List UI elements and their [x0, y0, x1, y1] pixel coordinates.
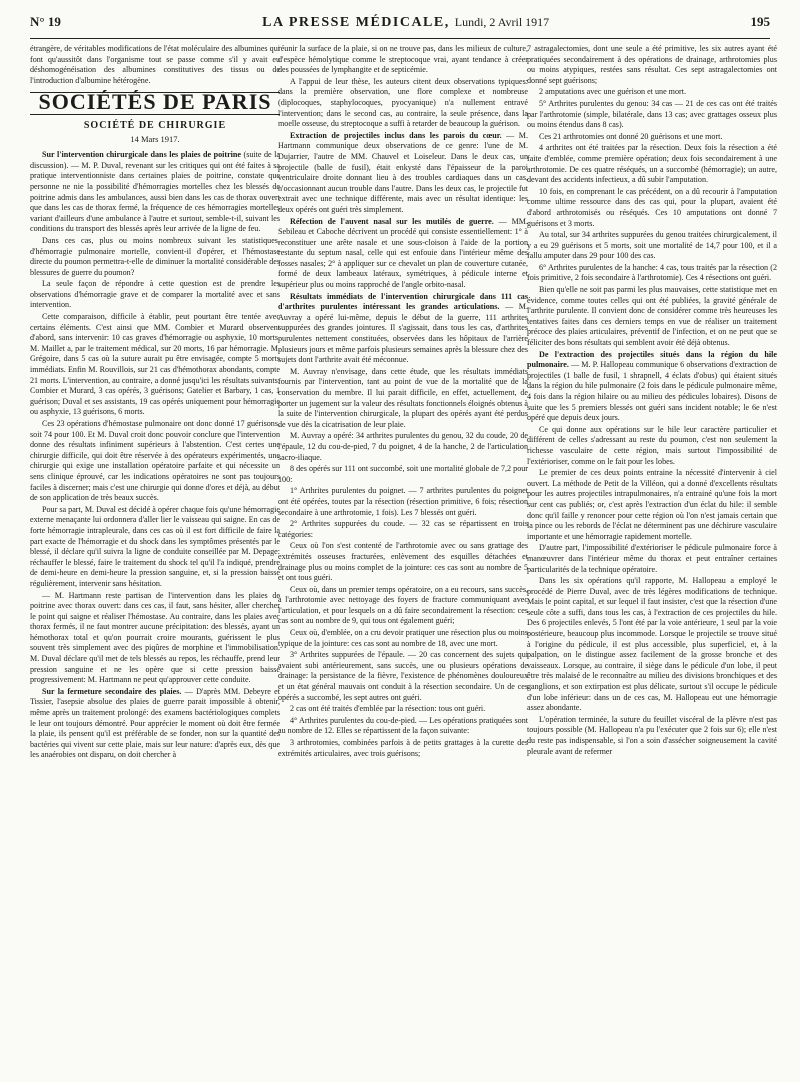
- paragraph: Au total, sur 34 arthrites suppurées du genou traitées chirurgicalement, il y a eu 29 guérisons et 5 morts, soit une mortalité de 14,7 pour 100, et il a fallu amputer dans 29 pour 100 des cas.: [527, 230, 777, 261]
- paragraph: D'autre part, l'impossibilité d'extérioriser le pédicule pulmonaire force à manœuvrer dans l'intérieur même du thorax et peut entraîner certaines particularités de la technique opératoire.: [527, 543, 777, 574]
- paragraph: — M. Hartmann reste partisan de l'intervention dans les plaies de poitrine avec thorax ouvert: dans ces cas, il faut, sans hésiter, aller chercher le point qui saigne et réaliser l'hémostase. Au contraire, dans les plaies avec thorax fermés, il ne faut montrer aucune précipitation: des blessés, ayant un hémothorax total et qu'on pourrait croire mourants, guérissent le plus souvent très simplement avec des piqûres de morphine et l'immobilisation. M. Duval déclare qu'il met de tels blessés au repos, les réchauffe, prend leur pression sanguine et ne les opère que si cette pression baisse progressivement: M. Hartmann ne peut qu'approuver cette conduite.: [30, 590, 280, 685]
- paragraph: Cette comparaison, difficile à établir, peut pourtant être tentée avec certains éléments. C'est ainsi que MM. Combier et Murard observent d'abord, sans intervenir: 10 cas graves d'hémorragie ou asphyxie, 10 morts. M. Maillet a, par le traitement médical, sur 20 morts, 16 par hémorragie. M. Grégoire, dans 5 cas où la suture aurait pu être envisagée, compte 5 morts immédiats. Enfin M. Rouvillois, sur 21 cas d'hémothorax abondants, compte 21 morts. L'intervention, au contraire, a donné jusqu'ici les résultats suivants: Combier et Murard, 3 cas opérés, 3 guérisons; Gatelier et Barbary, 1 cas, 1 guérison; Duval et ses assistants, 19 cas opérés uniquement pour hémorragie ou asphyxie, 13 guérisons, 6 morts.: [30, 312, 280, 417]
- article-heading: De l'extraction des projectiles situés dans la région du hile pulmonaire.: [527, 349, 777, 370]
- article-paragraph: [278, 217, 528, 291]
- article-heading: Résultats immédiats de l'intervention chirurgicale dans 111 cas d'arthrites purulentes intéressant les grandes articulations.: [278, 291, 528, 312]
- page-header: [30, 14, 770, 36]
- paragraph: 2 cas ont été traités d'emblée par la résection: tous ont guéri.: [290, 704, 486, 714]
- paragraph: Pour sa part, M. Duval est décidé à opérer chaque fois qu'une hémorragie externe menaçante lui ordonnera d'aller lier le vaisseau qui saigne. En cas de forte hémorragie intrapleurale, dans ces cas où il est fort difficile de faire la part exacte de l'hémorragie et du shock dans les symptômes présentés par le blessé, il déclare qu'il suivra la ligne de conduite conseillée par M. Depage: réchauffer le blessé, faire le traitement du shock tel qu'il l'a indiqué, prendre de demi-heure en demi-heure la pression sanguine, et, si la pression baisse régulièrement, intervenir sans hésitation.: [30, 504, 280, 588]
- article-paragraph: [30, 150, 280, 235]
- paragraph: Dans les six opérations qu'il rapporte, M. Hallopeau a employé le procédé de Pierre Duval, avec de très légères modifications de technique. Mais le point capital, et sur lequel il faut insister, c'est que la résection d'une seule côte a suffi, dans tous les cas, à l'extraction de ces projectiles du hile. Des 6 projectiles enlevés, 5 l'ont été par la voie antérieure, 1 seul par la voie postérieure, beaucoup plus incommode. Lorsque le projectile se trouve situé à l'origine du pédicule, il est plus accessible, plus superficiel, et, à la palpation, on le distingue assez facilement de la grosse bronche et des vaisseaux. Lorsque, au contraire, il siège dans le pédicule d'un lobe, il peut être très malaisé de le reconnaître au milieu des divisions bronchiques et des ganglions, et son extirpation est plus délicate, surtout s'il occupe le pédicule d'un lobe inférieur: dans un de ces cas, M. Hallopeau eut une hémorragie assez abondante.: [527, 576, 777, 713]
- paragraph: 5° Arthrites purulentes du genou: 34 cas — 21 de ces cas ont été traités par l'arthrotomie (simple, bilatérale, dans 13 cas; avec grattages osseux plus ou moins étendus dans 8 cas).: [527, 98, 777, 130]
- article-heading: Sur l'intervention chirurgicale dans les plaies de poitrine: [42, 150, 242, 160]
- article-heading: Sur la fermeture secondaire des plaies.: [42, 686, 182, 696]
- article-paragraph: [30, 687, 280, 761]
- issue-date: Lundi, 2 Avril 1917: [454, 15, 550, 29]
- page-number: 195: [750, 14, 770, 29]
- article-text: — MM. Sebileau et Caboche décrivent un procédé qui consiste essentiellement: 1° à reconstituer une arête nasale et une sous-cloison à l'aide de la portion restante du septum nasal, celle qui est enfouie dans l'intérieur même des fosses nasales; 2° à appliquer sur ce chevalet un plan de couverture cutanée, formé de deux lambeaux latéraux, symétriques, à pédicule interne et supérieur plus ou moins rapproché de l'angle orbito-nasal.: [278, 216, 528, 290]
- issue-number: N° 19: [30, 14, 61, 29]
- section-banner: [30, 89, 280, 115]
- paragraph: 3° Arthrites suppurées de l'épaule. — 20 cas concernent des sujets qui avaient subi antérieurement, sans succès, une ou plusieurs opérations de drainage: la persistance de la fièvre, l'existence de phénomènes douloureux et un état général mauvais ont conduit à la résection secondaire. Un de ces opérés a succombé, les sept autres ont guéri.: [278, 650, 528, 702]
- article-text: — D'après MM. Debeyre et Tissier, l'asepsie absolue des plaies de guerre parait impossible à obtenir, même après un traitement prolongé: des examens bactériologiques complets le leur ont toujours démontré. Pour apprécier le moment où doit être fermée la plaie, ils pensent qu'il est préférable de se fonder, non sur la quantité des bactéries qui vivent sur cette plaie, mais sur leur nature: d'après eux, dès que les anaérobies ont disparu, on doit chercher à: [30, 686, 280, 760]
- paragraph: 4 arthrites ont été traitées par la résection. Deux fois la résection a été faite d'emblée, comme première opération; deux fois secondairement à une arthrotomie. De ces quatre réséqués, un a succombé (hémorragie); un autre, devant des accidents infectieux, a dû subir l'amputation.: [527, 143, 777, 185]
- paragraph: Ceux où, d'emblée, on a cru devoir pratiquer une résection plus ou moins typique de la jointure: ces cas sont au nombre de 18, avec une mort.: [278, 628, 528, 648]
- paragraph: 1° Arthrites purulentes du poignet. — 7 arthrites purulentes du poignet ont été opérées, toutes par la résection (résection primitive, 6 fois; résection secondaire à une arthrotomie, 1 fois). Les 7 blessés ont guéri.: [278, 486, 528, 517]
- paragraph: 4° Arthrites purulentes du cou-de-pied. — Les opérations pratiquées sont au nombre de 12. Elles se répartissent de la façon suivante:: [278, 715, 528, 736]
- article-paragraph: [278, 131, 528, 216]
- paragraph: Ces 21 arthrotomies ont donné 20 guérisons et une mort.: [539, 131, 723, 141]
- paragraph: Ceux où, dans un premier temps opératoire, on a eu recours, sans succès, à l'arthrotomie avec nettoyage des foyers de fracture communiquant avec l'articulation, et pour lesquels on a dû faire secondairement la résection: ces cas sont au nombre de 9, qui tous ont également guéri;: [278, 584, 528, 626]
- paragraph: 2° Arthrites suppurées du coude. — 32 cas se répartissent en trois catégories:: [278, 519, 528, 539]
- society-title: SOCIÉTÉ DE CHIRURGIE: [83, 119, 227, 131]
- article-paragraph: [278, 292, 528, 366]
- paragraph: 10 fois, en comprenant le cas précédent, on a dû recourir à l'amputation comme ultime ressource dans des cas qui, pour la plupart, avaient été d'abord arthrotomisés ou réséqués. Ces 10 amputations ont donné 7 guérisons et 3 morts.: [527, 186, 777, 228]
- paragraph: La seule façon de répondre à cette question est de prendre les observations d'hémorragie grave et de comparer la mortalité avec et sans intervention.: [30, 279, 280, 310]
- column-3: [527, 44, 777, 1074]
- article-text: — M. P. Hallopeau communique 6 observations d'extraction de projectiles (1 balle de fusil, 1 shrapnell, 4 éclats d'obus) qui étaient situés dans la région du hile pulmonaire (2 fois dans le pédicule pulmonaire même, 4 fois dans la région hilaire ou au milieu des pédicules lobaires). Disons de suite que les 5 premiers blessés ont guéri sans incident notable; le 6e n'est opéré que depuis deux jours.: [527, 360, 777, 423]
- article-paragraph: [527, 350, 777, 424]
- session-date: 14 Mars 1917.: [130, 133, 180, 144]
- article-heading: Extraction de projectiles inclus dans les parois du cœur.: [290, 130, 502, 140]
- paragraph: 8 des opérés sur 111 ont succombé, soit une mortalité globale de 7,2 pour 100:: [278, 464, 528, 484]
- paragraph: étrangère, de véritables modifications de l'état moléculaire des albumines qui font qu'aussitôt dans l'organisme tout se passe comme s'il y avait eu déshomogénéisation des albumines constitutives des tissus ou de l'introduction d'albumine hétérogène.: [30, 44, 280, 85]
- paragraph: Ceux où l'on s'est contenté de l'arthrotomie avec ou sans grattage des extrémités osseuses fracturées, enlèvement des esquilles détachées et drainage plus ou moins complet de la jointure: ces cas sont au nombre de 5 et ont tous guéri.: [278, 541, 528, 583]
- paragraph: M. Auvray n'envisage, dans cette étude, que les résultats immédiats fournis par l'intervention, tant au point de vue de la mortalité que de la conservation du membre. Il lui parait difficile, en effet, actuellement, de porter un jugement sur la valeur des résultats fonctionnels éloignés obtenus à la suite de l'intervention chirurgicale, la plupart des opérés ayant été perdus de vue dès la cicatrisation de leur plaie.: [278, 366, 528, 429]
- paragraph: Ce qui donne aux opérations sur le hile leur caractère particulier et différent de celles s'adressant au reste du poumon, c'est non seulement la richesse vasculaire de cette région, mais surtout l'impossibilité de l'extérioriser, comme on le fait pour les lobes.: [527, 424, 777, 466]
- paragraph: 6° Arthrites purulentes de la hanche: 4 cas, tous traités par la résection (2 fois primitive, 2 fois secondaire à l'arthrotomie). Ces 4 résections ont guéri.: [527, 262, 777, 283]
- article-text: (suite de la discussion). — M. P. Duval, revenant sur les critiques qui ont été faites à sa pratique interventionniste dans certaines plaies de poitrine, constate que personne ne nie la possibilité d'hémorragies mortelles chez les blessés de poitrine admis dans les ambulances, aussi bien dans les cas de thorax ouvert que dans les cas de thorax fermé, la fréquence de ces hémorragies mortelles variant d'ailleurs d'une ambulance à l'autre et surtout, semble-t-il, suivant les conditions du transport des blessés après leur arrivée de la ligne de feu.: [30, 150, 280, 234]
- paragraph: L'opération terminée, la suture du feuillet viscéral de la plèvre n'est pas toujours possible (M. Hallopeau n'a pu l'exécuter que 2 fois sur 6); elle n'est du reste pas indispensable, si l'on a soin d'assécher soigneusement la cavité pleurale avant de refermer: [527, 714, 777, 756]
- article-text: — M. Auvray a opéré lui-même, depuis le début de la guerre, 111 arthrites suppurées des grandes jointures. Il s'agissait, dans tous les cas, d'arthrites purulentes nettement constituées, observées dans les hôpitaux de l'arrière plusieurs jours et même parfois plusieurs semaines après la blessure chez des sujets dont l'arthrite avait été méconnue.: [278, 302, 528, 365]
- newspaper-name: LA PRESSE MÉDICALE,: [262, 15, 450, 30]
- paragraph: réunir la surface de la plaie, si on ne trouve pas, dans les milieux de culture, d'espèce hémolytique comme le streptocoque vrai, ayant tendance à créer des poussées de lymphangite et de septicémie.: [278, 44, 528, 75]
- paragraph: Le premier de ces deux points entraine la nécessité d'intervenir à ciel ouvert. La méthode de Petit de la Villéon, qui a donné d'excellents résultats pour les autres projectiles intrapulmonaires, n'a entrainé qu'une fois la mort sur cent cas publiés; or, c'est après l'extraction d'un éclat du hile: il semble donc qu'il faille y renoncer pour cette région où l'on n'est jamais certain que la pince ou les rebords de l'éclat ne déterminent pas une déchirure vasculaire importante et une hémorragie rapidement mortelle.: [527, 468, 777, 541]
- column-1: [30, 44, 280, 1074]
- article-heading: Réfection de l'auvent nasal sur les mutilés de guerre.: [290, 216, 494, 226]
- paragraph: Dans ces cas, plus ou moins nombreux suivant les statistiques, d'hémorragie pulmonaire mortelle, convient-il d'opérer, et l'hémostase directe du poumon permettra-t-elle de diminuer la mortalité considérable des blessures de guerre du poumon?: [30, 235, 280, 277]
- paragraph: Bien qu'elle ne soit pas parmi les plus mauvaises, cette statistique met en évidence, comme toutes celles qui ont été publiées, la gravité générale de l'arthrite purulente. Il convient donc de considérer comme très heureuses les tentatives faites dans ces derniers temps en vue de réaliser un traitement précoce des plaies articulaires, préventif de l'infection, et on ne peut que se féliciter des bons résultats qui semblent avoir été déjà obtenus.: [527, 285, 777, 348]
- column-2: [278, 44, 528, 1074]
- newspaper-title: [262, 15, 549, 31]
- section-title: SOCIÉTÉS DE PARIS: [38, 89, 272, 115]
- header-rule: [30, 38, 770, 39]
- article-text: — M. Hartmann communique deux observations de ce genre: l'une de M. Dujarrier, l'autre de MM. Chauvel et Loiseleur. Dans le deux cas, un projectile (balle de fusil), était enkysté dans l'épaisseur de la paroi ventriculaire droite donnant lieu à des troubles cardiaques dans un cas, n'occasionnant aucun trouble dans l'autre. Dans les deux cas, le projectile fut extrait avec une technique différente, mais avec un résultat identique: les deux opérés ont guéri très simplement.: [278, 130, 528, 214]
- paragraph: Ces 23 opérations d'hémostase pulmonaire ont donc donné 17 guérisons, soit 74 pour 100. Et M. Duval croit donc pouvoir conclure que l'intervention donne des résultats infiniment supérieurs à l'abstention. C'est certes une chirurgie difficile, qui doit être réservée à des opérateurs expérimentés, une chirurgie qui exige une installation opératoire parfaite et qui nécessite un sens clinique éprouvé, car les indications opératoires ne sont pas toujours faciles à discerner; mais c'est une chirurgie qui donne d'ores et déjà, au début de son application de très beaux succès.: [30, 419, 280, 503]
- paragraph: A l'appui de leur thèse, les auteurs citent deux observations typiques: dans la première observation, une flore complexe et nombreuse (diplocoques, staphylocoques, pyocyanique) n'a nullement entravé l'intervention; dans le second cas, au contraire, la seule présence, dans la moelle osseuse, du streptocoque a suffi à retarder de beaucoup la guérison.: [278, 76, 528, 129]
- paragraph: 2 amputations avec une guérison et une mort.: [539, 87, 686, 97]
- paragraph: M. Auvray a opéré: 34 arthrites purulentes du genou, 32 du coude, 20 de l'épaule, 12 du cou-de-pied, 7 du poignet, 4 de la hanche, 2 de l'articulation sacro-iliaque.: [278, 431, 528, 462]
- paragraph: 3 arthrotomies, combinées parfois à de petits grattages à la curette des extrémités articulaires, avec trois guérisons;: [278, 738, 528, 758]
- paragraph: 7 astragalectomies, dont une seule a été primitive, les six autres ayant été pratiquées secondairement à des opérations de drainage, arthrotomies plus ou moins atypiques, restées sans résultat. Ces sept astragalectomies ont donné sept guérisons;: [527, 44, 777, 85]
